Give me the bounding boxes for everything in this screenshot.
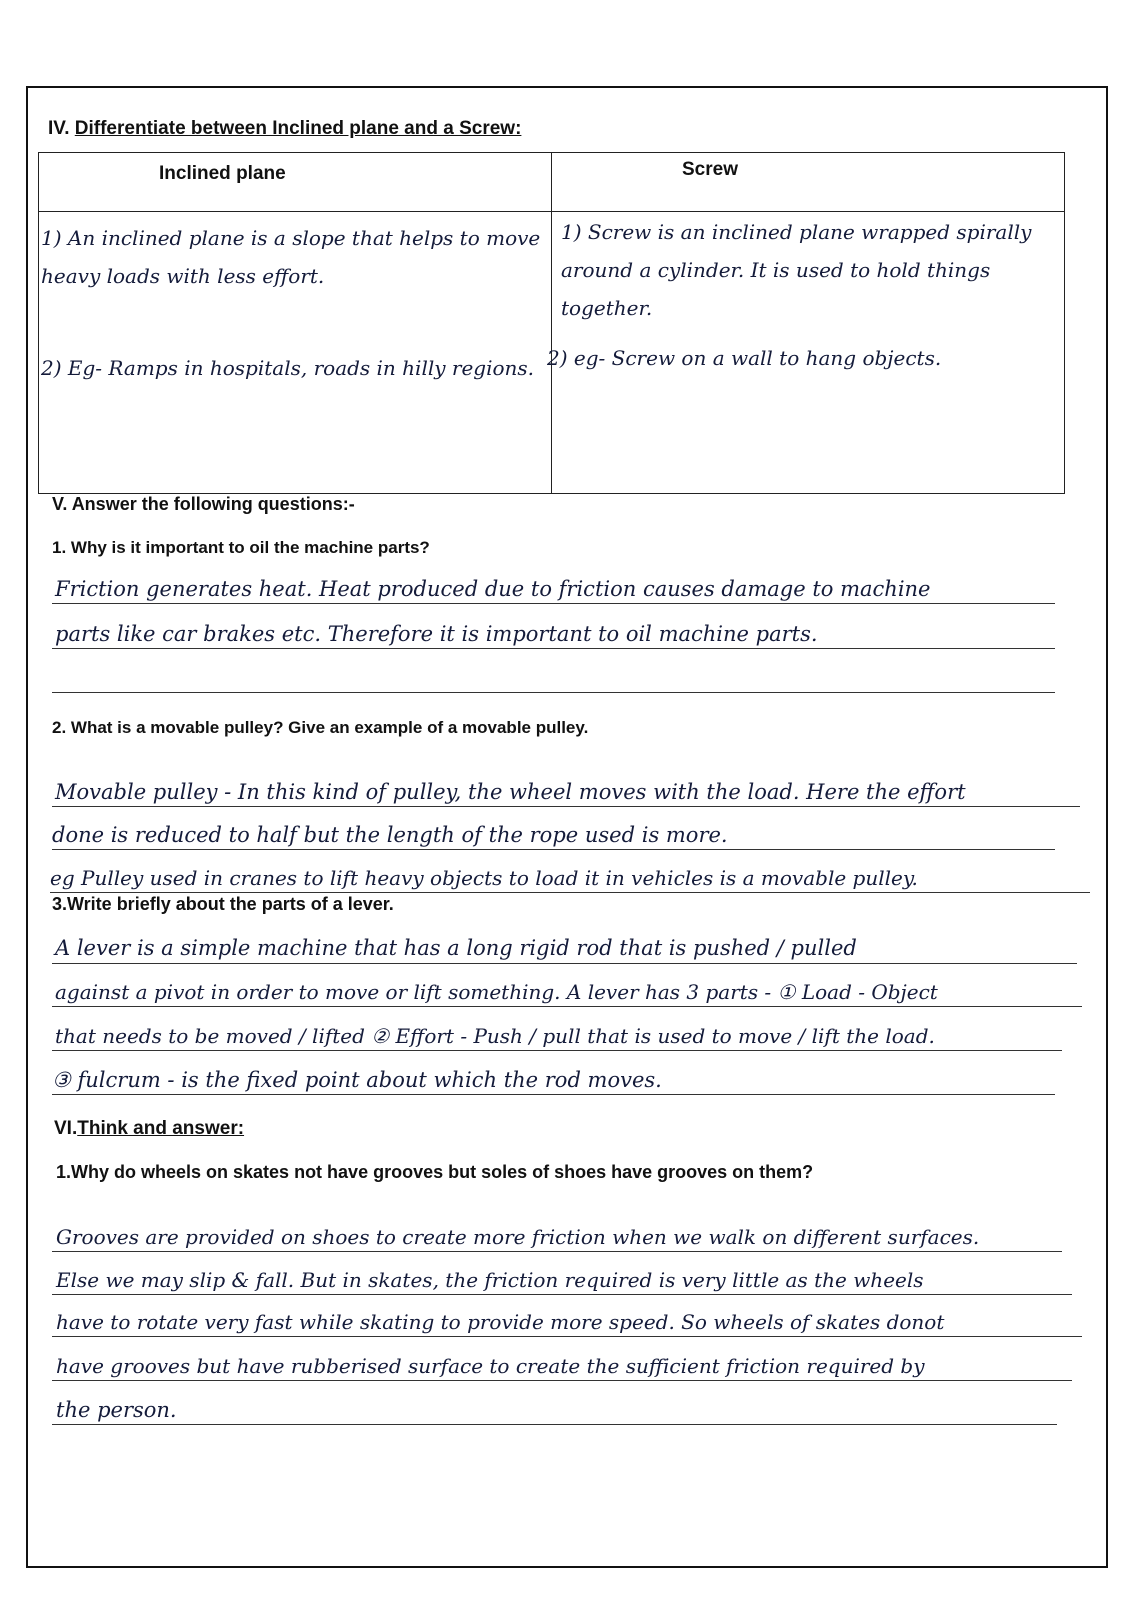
- answer-6-line-4: have grooves but have rubberised surface to create the sufficient friction required by: [56, 1354, 925, 1378]
- section-6-prefix: VI.: [54, 1118, 78, 1139]
- answer-1-rule-1: [52, 603, 1055, 604]
- answer-1-rule-2: [52, 648, 1055, 649]
- answer-3-rule-3: [52, 1050, 1062, 1051]
- section-6-heading: [54, 1118, 244, 1140]
- answer-2-rule-1: [52, 806, 1080, 807]
- section-4-prefix: IV.: [48, 118, 70, 139]
- answer-2-rule-2: [52, 849, 1055, 850]
- answer-3-line-3: that needs to be moved / lifted ② Effort - Push / pull that is used to move / lift the load.: [55, 1024, 935, 1048]
- table-header-inclined-plane: Inclined plane: [159, 163, 286, 184]
- answer-6-line-1: Grooves are provided on shoes to create more friction when we walk on different surfaces.: [56, 1225, 980, 1249]
- table-cell-inclined-2: 2) Eg- Ramps in hospitals, roads in hilly regions.: [41, 356, 535, 380]
- answer-3-line-2: against a pivot in order to move or lift something. A lever has 3 parts - ① Load - Object: [55, 980, 938, 1004]
- answer-6-rule-3: [52, 1336, 1082, 1337]
- table-cell-screw-2: 2) eg- Screw on a wall to hang objects.: [547, 346, 942, 370]
- answer-1-rule-3: [52, 692, 1055, 693]
- table-header-divider: [39, 211, 1064, 212]
- question-2: 2. What is a movable pulley? Give an example of a movable pulley.: [52, 718, 589, 737]
- question-3: 3.Write briefly about the parts of a lever.: [52, 894, 394, 914]
- section-6-question: 1.Why do wheels on skates not have grooves but soles of shoes have grooves on them?: [56, 1162, 814, 1182]
- answer-6-rule-1: [52, 1251, 1062, 1252]
- answer-3-rule-1: [52, 963, 1077, 964]
- question-1: 1. Why is it important to oil the machine parts?: [52, 538, 430, 557]
- answer-1-line-2: parts like car brakes etc. Therefore it is important to oil machine parts.: [55, 622, 818, 646]
- answer-3-line-1: A lever is a simple machine that has a long rigid rod that is pushed / pulled: [55, 936, 857, 960]
- answer-3-rule-2: [52, 1006, 1082, 1007]
- section-4-heading: [48, 118, 521, 140]
- comparison-table: [38, 152, 1065, 494]
- table-cell-screw-1: 1) Screw is an inclined plane wrapped spirally around a cylinder. It is used to hold things together.: [561, 220, 1032, 320]
- section-5-heading: V. Answer the following questions:-: [52, 494, 355, 514]
- section-4-title: Differentiate between Inclined plane and a Screw:: [74, 118, 522, 139]
- answer-6-rule-5: [52, 1424, 1057, 1425]
- answer-6-line-2: Else we may slip & fall. But in skates, the friction required is very little as the wheels: [56, 1268, 924, 1292]
- answer-3-rule-4: [52, 1094, 1055, 1095]
- answer-3-line-4: ③ fulcrum - is the fixed point about which the rod moves.: [52, 1068, 662, 1092]
- answer-2-line-1: Movable pulley - In this kind of pulley, the wheel moves with the load. Here the effort: [55, 780, 966, 804]
- answer-6-line-3: have to rotate very fast while skating to provide more speed. So wheels of skates donot: [56, 1310, 945, 1334]
- section-6-title: Think and answer:: [77, 1118, 245, 1139]
- answer-1-line-1: Friction generates heat. Heat produced due to friction causes damage to machine: [55, 577, 931, 601]
- answer-6-line-5: the person.: [56, 1398, 177, 1422]
- answer-6-rule-4: [52, 1380, 1072, 1381]
- answer-6-rule-2: [52, 1294, 1072, 1295]
- table-column-divider: [551, 153, 552, 493]
- answer-2-rule-3: [50, 892, 1090, 893]
- answer-2-line-3: eg Pulley used in cranes to lift heavy objects to load it in vehicles is a movable pulley.: [50, 866, 918, 890]
- table-header-screw: Screw: [682, 159, 738, 180]
- table-cell-inclined-1: 1) An inclined plane is a slope that helps to move heavy loads with less effort.: [41, 226, 541, 288]
- answer-2-line-2: done is reduced to half but the length of the rope used is more.: [52, 823, 728, 847]
